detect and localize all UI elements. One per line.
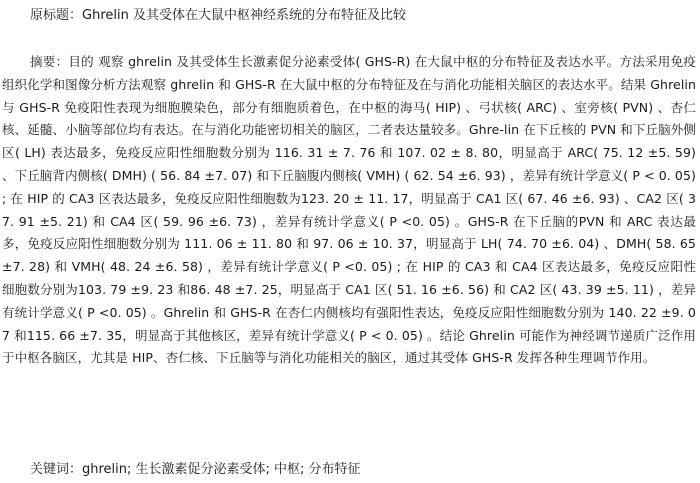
original-title: 原标题：Ghrelin 及其受体在大鼠中枢神经系统的分布特征及比较 — [30, 8, 406, 23]
abstract-paragraph: 摘要：目的 观察 ghrelin 及其受体生长激素促分泌素受体( GHS-R) 在大鼠中枢的分布特征及表达水平。方法采用免疫组织化学和图像分析方法观察 ghrelin 和 GHS-R 在大鼠中枢的分布特征及在与消化功能相关脑区的表达水平。结果 Ghrelin 与 GHS-R 免疫阳性表现为细胞膜染色，部分有细胞质着色，在中枢的海马( HIP) 、弓状核( ARC) 、室旁核( PVN) 、杏仁核、延髓、小脑等部位均有表达。在与消化功能密切相关的脑区，二者表达量较多。Ghre-lin 在下丘核的 PVN 和下丘脑外侧区( LH) 表达最多，免疫反应阳性细胞数分别为 116. 31 ± 7. 76 和 107. 02 ± 8. 80，明显高于 ARC( 75. 12 ±5. 59) 、下丘脑背内侧核( DMH) ( 56. 84 ±7. 07) 和下丘脑腹内侧核( VMH) ( 62. 54 ±6. 93) ，差异有统计学意义( P < 0. 05) ; 在 HIP 的 CA3 区表达最多，免疫反应阳性细胞数为123. 20 ± 11. 17，明显高于 CA1 区( 67. 46 ±6. 93) 、CA2 区( 37. 91 ±5. 21) 和 CA4 区( 59. 96 ±6. 73) ，差异有统计学意义( P <0. 05) 。GHS-R 在下丘脑的PVN 和 ARC 表达最多，免疫反应阳性细胞数分别为 111. 06 ± 11. 80 和 97. 06 ± 10. 37，明显高于 LH( 74. 70 ±6. 04) 、DMH( 58. 65 ±7. 28) 和 VMH( 48. 24 ±6. 58) ，差异有统计学意义( P <0. 05) ; 在 HIP 的 CA3 和 CA4 区表达最多，免疫反应阳性细胞数分别为103. 79 ±9. 23 和86. 48 ±7. 25，明显高于 CA1 区( 51. 16 ±6. 56) 和 CA2 区( 43. 39 ±5. 11) ，差异有统计学意义( P <0. 05) 。Ghrelin 和 GHS-R 在杏仁内侧核均有强阳性表达，免疫反应阳性细胞数分别为 140. 22 ±9. 07 和115. 66 ±7. 35，明显高于其他核区，差异有统计学意义( P < 0. 05) 。结论 Ghrelin 可能作为神经调节递质广泛作用于中枢各脑区，尤其是 HIP、杏仁核、下丘脑等与消化功能相关的脑区，通过其受体 GHS-R 发挥各种生理调节作用。 — [2, 54, 696, 366]
keywords-line: 关键词：ghrelin; 生长激素促分泌素受体; 中枢; 分布特征 — [30, 462, 361, 477]
